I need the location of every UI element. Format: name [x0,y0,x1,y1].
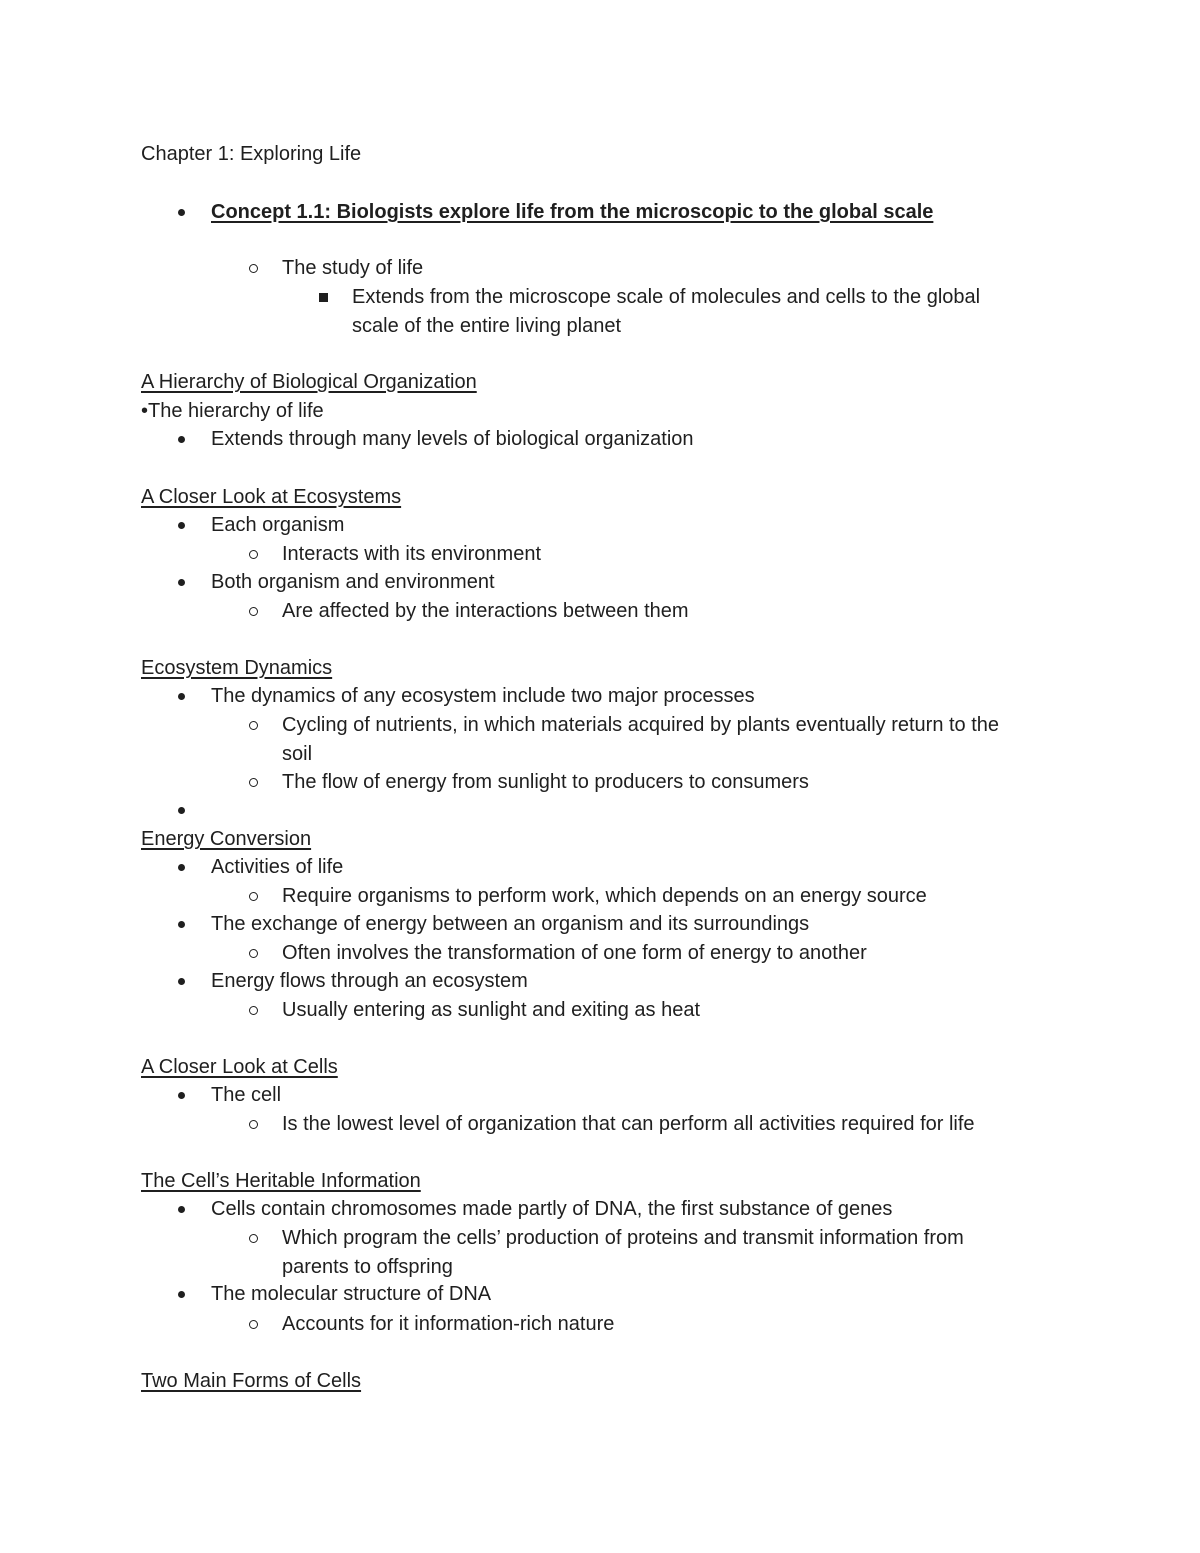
bullet-icon [178,864,185,871]
energy-item1-sub: Require organisms to perform work, which depends on an energy source [282,885,927,907]
bullet-icon [178,579,185,586]
circle-bullet-icon [249,1006,258,1015]
ecosystems-item2: Both organism and environment [211,571,495,593]
circle-bullet-icon [249,264,258,273]
hierarchy-heading: A Hierarchy of Biological Organization [141,371,477,393]
concept-heading: Concept 1.1: Biologists explore life from the microscopic to the global scale [211,201,934,223]
energy-item2-sub: Often involves the transformation of one form of energy to another [282,942,867,964]
energy-item1: Activities of life [211,856,344,878]
dynamics-sub2: The flow of energy from sunlight to producers to consumers [282,771,809,793]
energy-item3-sub: Usually entering as sunlight and exiting as heat [282,999,701,1021]
hierarchy-item: Extends through many levels of biological organization [211,428,694,450]
dynamics-sub1-line1: Cycling of nutrients, in which materials acquired by plants eventually return to the [282,714,1000,736]
bullet-icon [178,436,185,443]
circle-bullet-icon [249,721,258,730]
bullet-icon [178,522,185,529]
bullet-icon [178,1291,185,1298]
circle-bullet-icon [249,949,258,958]
heritable-item2-sub: Accounts for it information-rich nature [282,1313,615,1335]
circle-bullet-icon [249,1234,258,1243]
ecosystems-item1: Each organism [211,514,345,536]
ecosystems-heading: A Closer Look at Ecosystems [141,486,402,508]
energy-item2: The exchange of energy between an organism and its surroundings [211,913,810,935]
dynamics-sub1-line2: soil [282,743,313,765]
heritable-item1-sub-line2: parents to offspring [282,1256,453,1278]
bullet-icon [178,978,185,985]
empty-bullet-icon [178,807,185,814]
heritable-item1: Cells contain chromosomes made partly of DNA, the first substance of genes [211,1198,893,1220]
circle-bullet-icon [249,607,258,616]
concept-detail-line1: Extends from the microscope scale of molecules and cells to the global [352,286,981,308]
concept-detail-line2: scale of the entire living planet [352,315,622,337]
ecosystems-item1-sub: Interacts with its environment [282,543,541,565]
bullet-icon [178,921,185,928]
ecosystems-item2-sub: Are affected by the interactions between them [282,600,689,622]
circle-bullet-icon [249,1320,258,1329]
bullet-icon [178,1206,185,1213]
cells-item: The cell [211,1084,282,1106]
dynamics-item: The dynamics of any ecosystem include two major processes [211,685,755,707]
energy-heading: Energy Conversion [141,828,312,850]
bullet-icon [178,693,185,700]
heritable-heading: The Cell’s Heritable Information [141,1170,421,1192]
forms-heading: Two Main Forms of Cells [141,1370,362,1392]
square-bullet-icon [319,293,328,302]
energy-item3: Energy flows through an ecosystem [211,970,528,992]
dynamics-heading: Ecosystem Dynamics [141,657,333,679]
cells-sub: Is the lowest level of organization that can perform all activities required for life [282,1113,975,1135]
chapter-title: Chapter 1: Exploring Life [141,143,362,165]
concept-item: The study of life [282,257,424,279]
circle-bullet-icon [249,550,258,559]
bullet-icon [178,209,185,216]
circle-bullet-icon [249,1120,258,1129]
hierarchy-intro: •The hierarchy of life [141,400,324,422]
circle-bullet-icon [249,892,258,901]
cells-heading: A Closer Look at Cells [141,1056,338,1078]
bullet-icon [178,1092,185,1099]
heritable-item2: The molecular structure of DNA [211,1283,492,1305]
heritable-item1-sub-line1: Which program the cells’ production of proteins and transmit information from [282,1227,964,1249]
circle-bullet-icon [249,778,258,787]
